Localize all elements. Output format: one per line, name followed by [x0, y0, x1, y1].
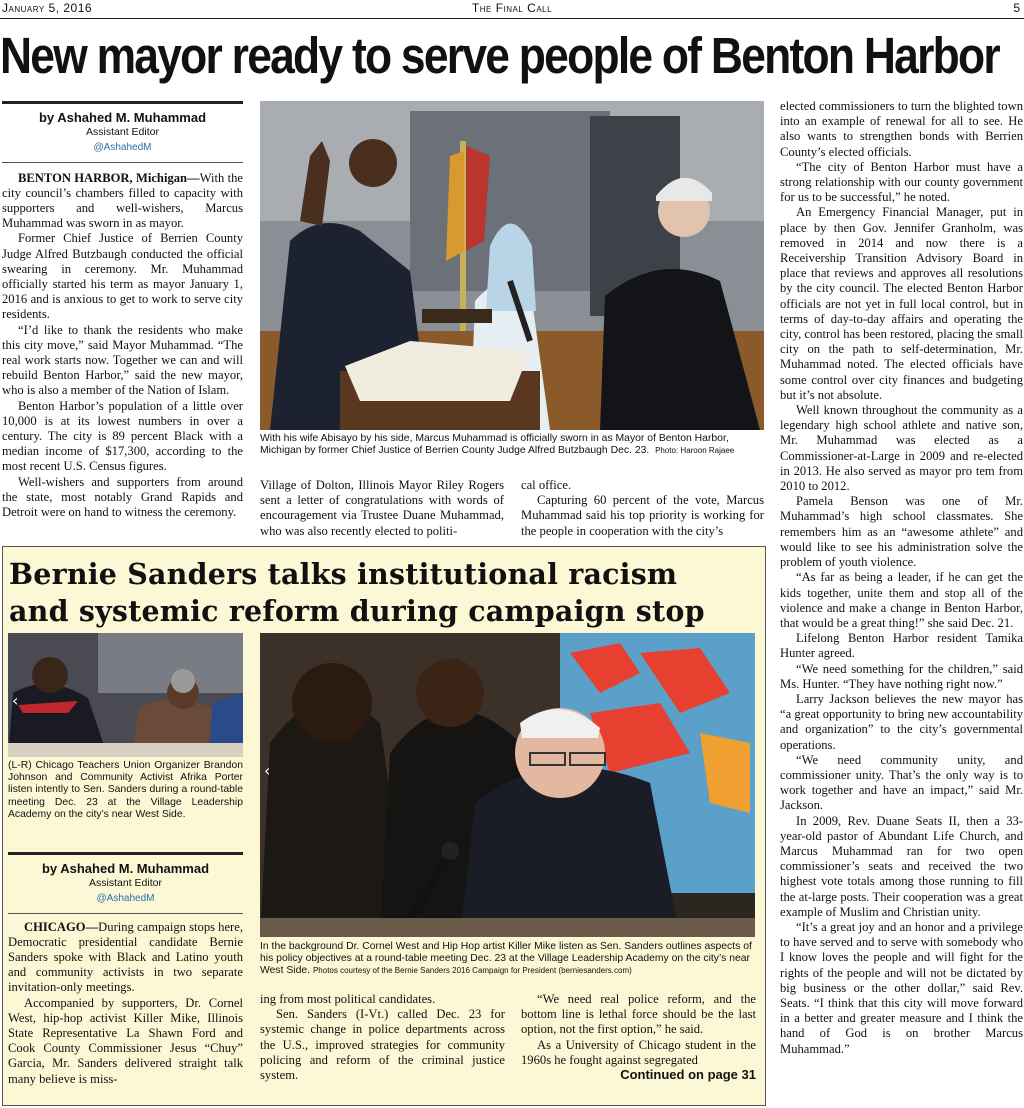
byline-role: Assistant Editor — [86, 126, 159, 139]
paragraph: In 2009, Rev. Duane Seats II, then a 33-year-old pastor of Abundant Life Church, and Marcus Muhammad ran for two open commissioner’s seats and received the two highest vote totals among those running to fill the at-large posts. Their cooperation was a great example of Muslim and Christian unity. — [780, 813, 1023, 919]
dateline: BENTON HARBOR, Michigan— — [18, 170, 200, 185]
paragraph: “I’d like to thank the residents who make this city move,” said Mayor Muhammad. “The real work starts now. Together we can and will rebuild Benton Harbor,” said the new mayor, who is also a member of the Nation of Islam. — [2, 322, 243, 398]
paragraph: Benton Harbor’s population of a little over 10,000 is at its lowest numbers in over a century. The city is 89 percent Black with a median income of $17,300, according to the most recent U.S. Census figures. — [2, 398, 243, 474]
issue-date: January 5, 2016 — [2, 1, 93, 15]
paragraph: BENTON HARBOR, Michigan—With the city council’s chambers filled to capacity with supporters and well-wishers, Marcus Muhammad was sworn in as mayor. — [2, 170, 243, 231]
paragraph: Former Chief Justice of Berrien County Judge Alfred Butzbaugh conducted the official swearing in ceremony. Mr. Muhammad officially started his term as mayor January 1, 2016 and is anxious to get to work to serve city residents. — [2, 231, 243, 322]
paragraph: CHICAGO—During campaign stops here, Democratic presidential candidate Bernie Sanders spoke with Black and Latino youth and community activists in two separate invitation-only meetings. — [8, 919, 243, 995]
byline-name: by Ashahed M. Muhammad — [38, 110, 207, 125]
paragraph: Lifelong Benton Harbor resident Tamika Hunter agreed. — [780, 631, 1023, 661]
paragraph: “We need something for the children,” said Ms. Hunter. “They have nothing right now.” — [780, 661, 1023, 691]
roundtable-small-photo — [8, 633, 243, 757]
story1-column-3 — [521, 478, 764, 539]
roundtable-small-caption: (L-R) Chicago Teachers Union Organizer Brandon Johnson and Community Activist Afrika Porter listen intently to Sen. Sanders during a round-table meeting Dec. 23 at the Village Leadership Academy on the city’s near West Side. — [8, 760, 243, 820]
paragraph: “As far as being a leader, if he can get the kids together, unite them and stop all of the violence and make a change in Benton Harbor, that would be a great thing!” she said Dec. 21. — [780, 570, 1023, 630]
chevron-left-icon[interactable]: ‹ — [264, 761, 271, 780]
byline-twitter-handle[interactable]: @AshahedM — [93, 142, 152, 154]
paragraph: elected commissioners to turn the blighted town into an example of renewal for all to see. He also wants to strengthen bonds with Berrien County’s elected officials. — [780, 99, 1023, 159]
swearing-in-photo — [260, 101, 764, 430]
story2-byline — [8, 852, 243, 914]
dateline: CHICAGO— — [24, 919, 99, 934]
paragraph: Accompanied by supporters, Dr. Cornel West, hip-hop activist Killer Mike, Illinois State Representative La Shawn Ford and Cook County Commissioner Jesus “Chuy” Garcia, Mr. Sanders delivered straight talk many believe is miss- — [8, 995, 243, 1086]
masthead — [0, 0, 1024, 19]
story1-column-1 — [2, 101, 243, 520]
paragraph: Pamela Benson was one of Mr. Muhammad’s high school classmates. She remembers him as an “awesome athlete” and would like to see his administration solve the problem of youth violence. — [780, 494, 1023, 570]
paragraph: Larry Jackson believes the new mayor has “a great opportunity to bring new accountability and organization” to the city’s governmental operations. — [780, 691, 1023, 752]
story1-byline — [2, 101, 243, 163]
paragraph: “We need real police reform, and the bottom line is lethal force should be the last option, not the first option,” he said. — [521, 992, 756, 1037]
publication-name: The Final Call — [471, 1, 553, 15]
byline-twitter-handle[interactable]: @AshahedM — [96, 893, 155, 905]
chevron-left-icon[interactable]: ‹ — [12, 691, 19, 710]
swearing-in-caption: With his wife Abisayo by his side, Marcus Muhammad is officially sworn in as Mayor of Benton Harbor, Michigan by former Chief Justice of Berrien County Judge Alfred Butzbaugh Dec. 23. Photo: Haroon Rajaee — [260, 433, 735, 457]
story1-headline: New mayor ready to serve people of Benton Harbor — [0, 27, 999, 84]
swearing-in-photo-illustration — [260, 101, 764, 430]
byline-role: Assistant Editor — [89, 877, 162, 890]
story2-column-2 — [260, 992, 505, 1083]
sanders-roundtable-photo-illustration — [260, 633, 755, 937]
continued-on-page-link[interactable]: Continued on page 31 — [620, 1067, 756, 1082]
story1-column-4 — [780, 99, 1023, 1057]
sanders-roundtable-photo — [260, 633, 755, 937]
paragraph: Capturing 60 percent of the vote, Marcus Muhammad said his top priority is working for the people in cooperation with the city’s — [521, 493, 764, 538]
paragraph: As a University of Chicago student in the 1960s he fought against segregated — [521, 1037, 756, 1067]
paragraph: “We need community unity, and commissioner unity. That’s the only way is to work together and have an impact,” said Mr. Jackson. — [780, 752, 1023, 813]
paragraph: cal office. — [521, 478, 572, 492]
paragraph: Sen. Sanders (I-Vt.) called Dec. 23 for systemic change in police departments across the U.S., improved strategies for community policing and reform of the criminal justice system. — [260, 1007, 505, 1083]
story2-headline-line2: and systemic reform during campaign stop — [9, 594, 705, 628]
paragraph: “It’s a great joy and an honor and a privilege to have served and to serve with somebody who I know loves the people and will fight for the rights of the people and will not be dictated by big business or the other dollar,” said Rev. Seats. “I think that this city will move forward in a better and greater measure and I think the hand of God is on brother Marcus Muhammad.” — [780, 919, 1023, 1056]
paragraph: ing from most political candidates. — [260, 992, 436, 1006]
paragraph: “The city of Benton Harbor must have a strong relationship with our county government for us to be successful,” he noted. — [780, 159, 1023, 205]
paragraph: An Emergency Financial Manager, put in place by then Gov. Jennifer Granholm, was removed in 2014 and now there is a Receivership Transition Advisory Board in place that reviews and approves all resolutions by the city council. The elected Benton Harbor officials are not yet in full local control, but in terms of day-to-day affairs and operating the city, control has been restored, placing the small city on the path to self-determination, Mr. Muhammad noted. The elected officials have some control over city finances and budgeting but it’s not absolute. — [780, 205, 1023, 402]
byline-name: by Ashahed M. Muhammad — [41, 861, 210, 876]
page-number: 5 — [1013, 1, 1020, 15]
photo-credit: Photo: Haroon Rajaee — [655, 446, 735, 456]
paragraph: Village of Dolton, Illinois Mayor Riley Rogers sent a letter of congratulations with words of encouragement via Trustee Duane Muhammad, who was also recently elected to politi- — [260, 478, 504, 538]
story2-headline — [9, 556, 761, 630]
paragraph: Well-wishers and supporters from around the state, most notably Grand Rapids and Detroit were on hand to witness the ceremony. — [2, 474, 243, 520]
sanders-roundtable-caption: In the background Dr. Cornel West and Hip Hop artist Killer Mike listen as Sen. Sanders outlines aspects of his policy objectives at a round-table meeting Dec. 23 at the Village Leadership Academy on the city’s near West Side. Photos courtesy of the Bernie Sanders 2016 Campaign for President (berniesanders.com) — [260, 941, 752, 977]
photo-credit: Photos courtesy of the Bernie Sanders 2016 Campaign for President (berniesanders.com) — [312, 966, 632, 976]
roundtable-small-photo-illustration — [8, 633, 243, 757]
story2-column-3 — [521, 992, 756, 1068]
story2-headline-line1: Bernie Sanders talks institutional racism — [9, 557, 678, 591]
story1-column-2 — [260, 478, 504, 539]
story2-column-1 — [8, 852, 243, 1087]
paragraph: Well known throughout the community as a legendary high school athlete and native son, Mr. Muhammad was elected as a Commissioner-at-Large in 2009 and re-elected in 2013. He also served as mayor pro tem from 2010 to 2012. — [780, 403, 1023, 494]
